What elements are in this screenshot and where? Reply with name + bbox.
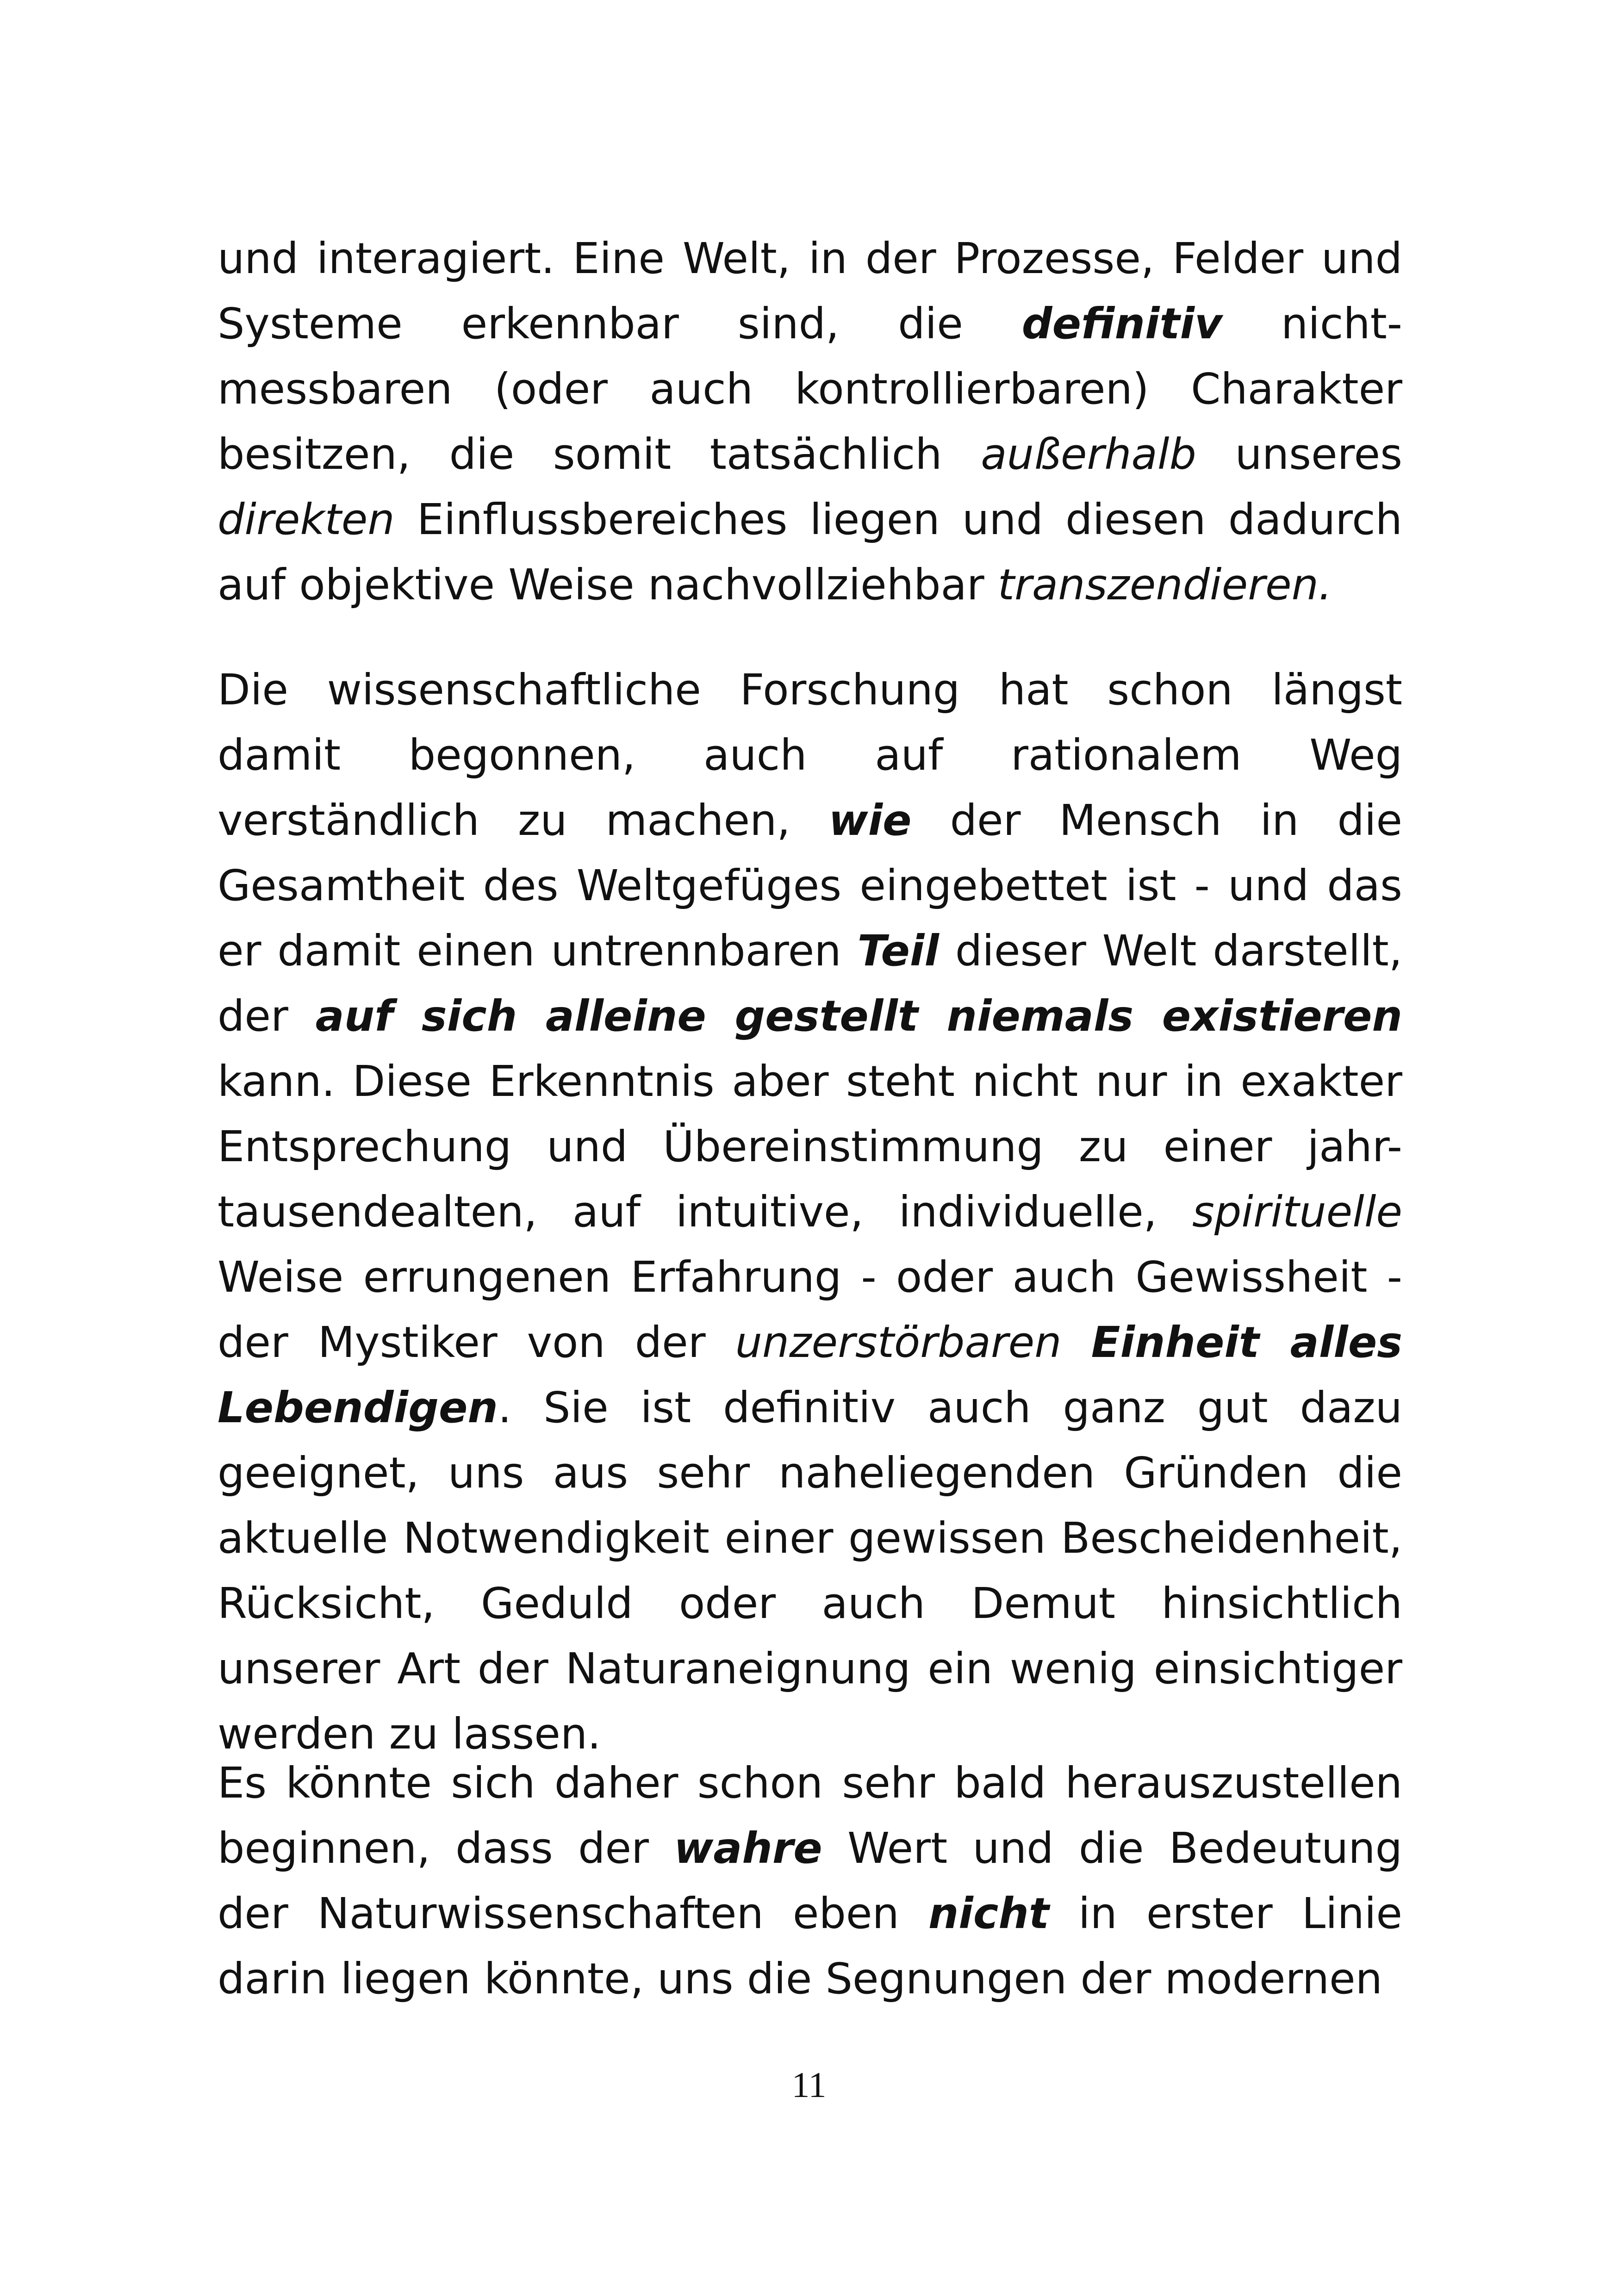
- text-segment: Es könnte sich daher schon sehr bald herauszustellen beginnen, dass der: [218, 1758, 1402, 1873]
- text-segment: [1062, 1318, 1091, 1367]
- paragraph-2: [218, 657, 1402, 1767]
- emphasis-text: unzerstörbaren: [735, 1318, 1062, 1367]
- text-segment: in erster Linie darin liegen könnte, uns die Segnungen der modernen: [218, 1889, 1403, 2004]
- text-segment: der Mensch in die Gesamtheit des Weltgefüges eingebettet ist - und das er damit einen untrennbaren: [218, 796, 1403, 976]
- page-number: 11: [791, 2065, 827, 2105]
- text-segment: nicht-messbaren (oder auch kontrollierbaren) Charakter besitzen, die somit tatsächlich: [218, 299, 1402, 479]
- emphasis-text: transzendieren.: [997, 560, 1332, 610]
- text-segment: Einflussbereiches liegen und diesen dadurch auf objektive Weise nachvollziehbar: [218, 495, 1402, 610]
- paragraph-1: [218, 226, 1402, 617]
- paragraph-3: [218, 1750, 1402, 2011]
- text-segment: Weise errungenen Erfahrung - oder auch Gewissheit - der Mystiker von der: [218, 1252, 1402, 1367]
- emphasis-text: wahre: [674, 1823, 822, 1873]
- emphasis-text: Einheit alles Lebendigen: [218, 1318, 1402, 1432]
- text-segment: unseres: [1196, 429, 1402, 479]
- emphasis-text: auf sich alleine gestellt niemals existieren: [315, 991, 1402, 1041]
- emphasis-text: spirituelle: [1192, 1187, 1402, 1237]
- emphasis-text: außerhalb: [981, 429, 1196, 479]
- text-segment: kann. Diese Erkenntnis aber steht nicht nur in exakter Entsprechung und Übereinstimmung zu einer jahr-tausendealten, auf intuitive, individuelle,: [218, 1057, 1402, 1237]
- text-segment: und interagiert. Eine Welt, in der Prozesse, Felder und Systeme erkennbar sind, die: [218, 234, 1402, 348]
- text-segment: . Sie ist definitiv auch ganz gut dazu geeignet, uns aus sehr naheliegenden Gründen die aktuelle Notwendigkeit einer gewissen Bescheidenheit, Rücksicht, Geduld oder auch Demut hinsichtlich unserer Art der Naturaneignung ein wenig einsichtiger werden zu lassen.: [218, 1383, 1402, 1759]
- emphasis-text: Teil: [857, 926, 939, 976]
- emphasis-text: direkten: [218, 495, 395, 544]
- emphasis-text: wie: [828, 796, 912, 845]
- emphasis-text: nicht: [928, 1889, 1049, 1938]
- text-segment: dieser Welt darstellt, der: [218, 926, 1403, 1041]
- text-segment: Die wissenschaftliche Forschung hat schon längst damit begonnen, auch auf rationalem Weg verständlich zu machen,: [218, 665, 1402, 845]
- emphasis-text: definitiv: [1021, 299, 1222, 348]
- text-segment: Wert und die Bedeutung der Naturwissenschaften eben: [218, 1823, 1402, 1938]
